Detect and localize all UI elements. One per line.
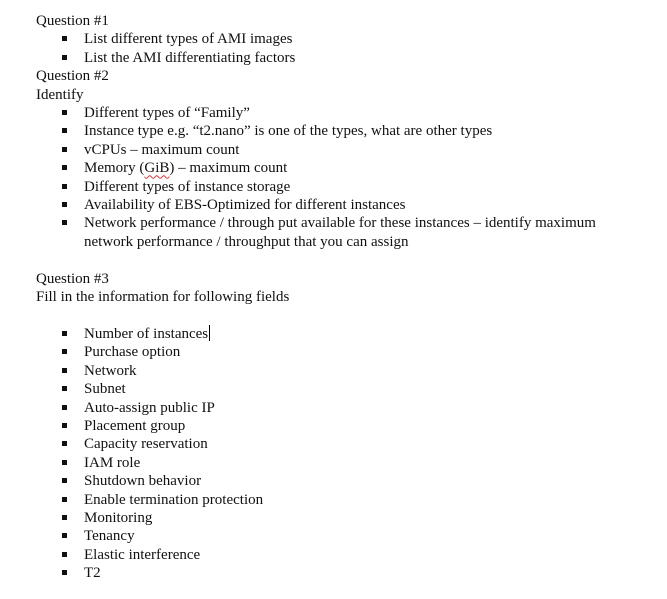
bullet-icon	[62, 220, 67, 225]
bullet-icon	[62, 331, 67, 336]
bullet-icon	[62, 202, 67, 207]
list-item: Monitoring	[36, 509, 646, 527]
text-cursor	[209, 325, 210, 341]
list-item: Network	[36, 362, 646, 380]
bullet-icon	[62, 349, 67, 354]
list-item: IAM role	[36, 454, 646, 472]
list-item: Number of instances	[36, 325, 646, 343]
list-item	[36, 159, 646, 177]
spelling-error-mark[interactable]: GiB	[144, 160, 170, 177]
bullet-icon	[62, 533, 67, 538]
bullet-icon	[62, 165, 67, 170]
bullet-icon	[62, 405, 67, 410]
list-item: Subnet	[36, 380, 646, 398]
question-1-heading: Question #1	[36, 13, 109, 29]
bullet-icon	[62, 184, 67, 189]
bullet-icon	[62, 460, 67, 465]
list-item: Elastic interference	[36, 546, 646, 564]
bullet-icon	[62, 497, 67, 502]
question-2-list	[36, 104, 646, 251]
bullet-icon	[62, 110, 67, 115]
list-item: Network performance / through put available for these instances – identify maximum network performance / throughput that you can assign	[36, 214, 646, 251]
list-item: Different types of “Family”	[36, 104, 646, 122]
list-item: Instance type e.g. “t2.nano” is one of the types, what are other types	[36, 122, 646, 140]
list-item: Capacity reservation	[36, 435, 646, 453]
list-item: List the AMI differentiating factors	[36, 49, 646, 67]
list-item: Placement group	[36, 417, 646, 435]
document-body[interactable]	[36, 12, 646, 583]
bullet-icon	[62, 441, 67, 446]
list-item: Purchase option	[36, 343, 646, 361]
question-2-intro: Identify	[36, 86, 84, 103]
bullet-icon	[62, 55, 67, 60]
question-3-list	[36, 325, 646, 583]
memory-item: Memory (GiB) – maximum count	[84, 160, 288, 177]
list-item: Enable termination protection	[36, 491, 646, 509]
list-item: T2	[36, 564, 646, 582]
list-item: Auto-assign public IP	[36, 399, 646, 417]
bullet-icon	[62, 423, 67, 428]
list-item: Different types of instance storage	[36, 178, 646, 196]
list-item: List different types of AMI images	[36, 30, 646, 48]
bullet-icon	[62, 147, 67, 152]
list-item: Tenancy	[36, 527, 646, 545]
bullet-icon	[62, 368, 67, 373]
list-item: Availability of EBS-Optimized for different instances	[36, 196, 646, 214]
question-2-heading: Question #2	[36, 68, 109, 85]
list-item: Shutdown behavior	[36, 472, 646, 490]
bullet-icon	[62, 478, 67, 483]
question-3-heading: Question #3	[36, 270, 109, 287]
bullet-icon	[62, 36, 67, 41]
bullet-icon	[62, 570, 67, 575]
question-3-intro: Fill in the information for following fields	[36, 289, 290, 306]
bullet-icon	[62, 552, 67, 557]
bullet-icon	[62, 128, 67, 133]
bullet-icon	[62, 515, 67, 520]
list-item: vCPUs – maximum count	[36, 141, 646, 159]
bullet-icon	[62, 386, 67, 391]
question-1-list	[36, 30, 646, 67]
